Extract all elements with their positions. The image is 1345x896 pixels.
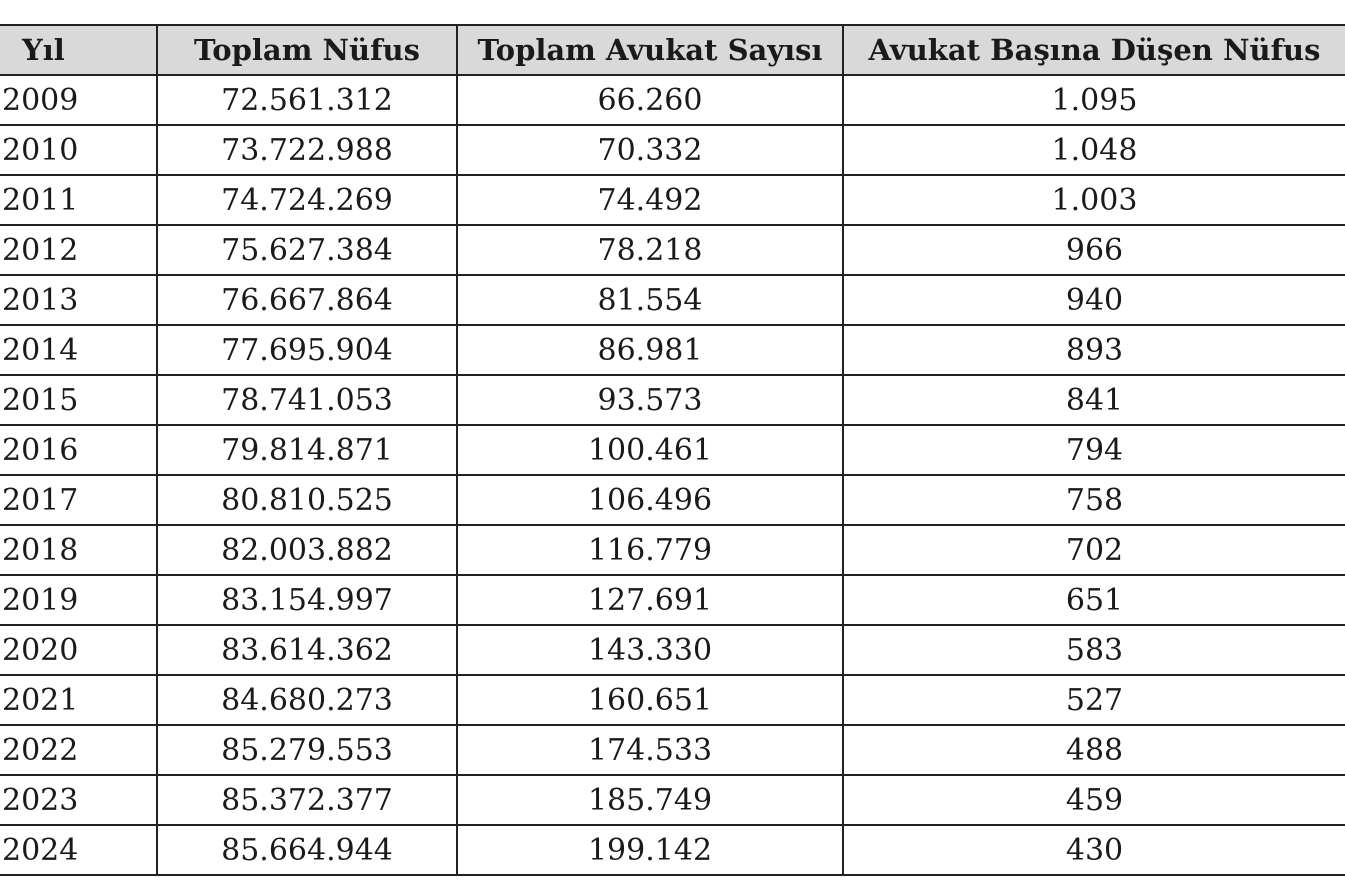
header-total-population: Toplam Nüfus [157,25,457,75]
cell-total-population: 85.372.377 [157,775,457,825]
data-table [0,24,1345,876]
table-row [0,575,1345,625]
cell-year: 2020 [0,625,157,675]
cell-population-per-lawyer: 1.003 [843,175,1345,225]
cell-population-per-lawyer: 651 [843,575,1345,625]
cell-population-per-lawyer: 459 [843,775,1345,825]
table-row [0,325,1345,375]
cell-total-population: 76.667.864 [157,275,457,325]
cell-total-lawyers: 106.496 [457,475,843,525]
table-row [0,625,1345,675]
table-body [0,75,1345,875]
cell-population-per-lawyer: 1.095 [843,75,1345,125]
cell-total-lawyers: 116.779 [457,525,843,575]
table-row [0,225,1345,275]
table-row [0,525,1345,575]
table-row [0,175,1345,225]
cell-total-lawyers: 86.981 [457,325,843,375]
cell-year: 2010 [0,125,157,175]
cell-year: 2011 [0,175,157,225]
cell-year: 2023 [0,775,157,825]
cell-year: 2014 [0,325,157,375]
cell-total-population: 75.627.384 [157,225,457,275]
header-total-lawyers: Toplam Avukat Sayısı [457,25,843,75]
cell-population-per-lawyer: 893 [843,325,1345,375]
cell-year: 2013 [0,275,157,325]
cell-year: 2019 [0,575,157,625]
lawyer-population-table [0,24,1345,876]
cell-year: 2009 [0,75,157,125]
table-row [0,425,1345,475]
cell-year: 2018 [0,525,157,575]
cell-year: 2015 [0,375,157,425]
cell-year: 2017 [0,475,157,525]
cell-total-lawyers: 127.691 [457,575,843,625]
cell-total-population: 83.614.362 [157,625,457,675]
table-row [0,125,1345,175]
table-row [0,775,1345,825]
cell-total-lawyers: 70.332 [457,125,843,175]
cell-total-lawyers: 100.461 [457,425,843,475]
table-row [0,725,1345,775]
cell-population-per-lawyer: 940 [843,275,1345,325]
cell-year: 2016 [0,425,157,475]
cell-total-population: 73.722.988 [157,125,457,175]
cell-total-population: 72.561.312 [157,75,457,125]
header-row [0,25,1345,75]
cell-total-lawyers: 93.573 [457,375,843,425]
header-year: Yıl [0,25,157,75]
table-row [0,375,1345,425]
cell-population-per-lawyer: 841 [843,375,1345,425]
cell-total-lawyers: 174.533 [457,725,843,775]
table-row [0,275,1345,325]
cell-population-per-lawyer: 758 [843,475,1345,525]
cell-total-population: 85.279.553 [157,725,457,775]
cell-year: 2022 [0,725,157,775]
cell-population-per-lawyer: 966 [843,225,1345,275]
cell-total-population: 82.003.882 [157,525,457,575]
cell-total-population: 85.664.944 [157,825,457,875]
cell-total-lawyers: 143.330 [457,625,843,675]
cell-total-lawyers: 66.260 [457,75,843,125]
cell-total-lawyers: 185.749 [457,775,843,825]
header-population-per-lawyer: Avukat Başına Düşen Nüfus [843,25,1345,75]
cell-population-per-lawyer: 488 [843,725,1345,775]
cell-total-lawyers: 199.142 [457,825,843,875]
cell-total-population: 79.814.871 [157,425,457,475]
cell-population-per-lawyer: 527 [843,675,1345,725]
cell-population-per-lawyer: 702 [843,525,1345,575]
cell-population-per-lawyer: 583 [843,625,1345,675]
cell-population-per-lawyer: 1.048 [843,125,1345,175]
table-row [0,825,1345,875]
cell-total-lawyers: 74.492 [457,175,843,225]
table-row [0,475,1345,525]
cell-year: 2012 [0,225,157,275]
cell-population-per-lawyer: 430 [843,825,1345,875]
cell-population-per-lawyer: 794 [843,425,1345,475]
cell-year: 2024 [0,825,157,875]
cell-total-lawyers: 81.554 [457,275,843,325]
cell-total-lawyers: 160.651 [457,675,843,725]
cell-total-population: 77.695.904 [157,325,457,375]
cell-year: 2021 [0,675,157,725]
cell-total-population: 74.724.269 [157,175,457,225]
cell-total-population: 84.680.273 [157,675,457,725]
cell-total-population: 80.810.525 [157,475,457,525]
cell-total-population: 83.154.997 [157,575,457,625]
table-row [0,675,1345,725]
table-row [0,75,1345,125]
cell-total-lawyers: 78.218 [457,225,843,275]
cell-total-population: 78.741.053 [157,375,457,425]
